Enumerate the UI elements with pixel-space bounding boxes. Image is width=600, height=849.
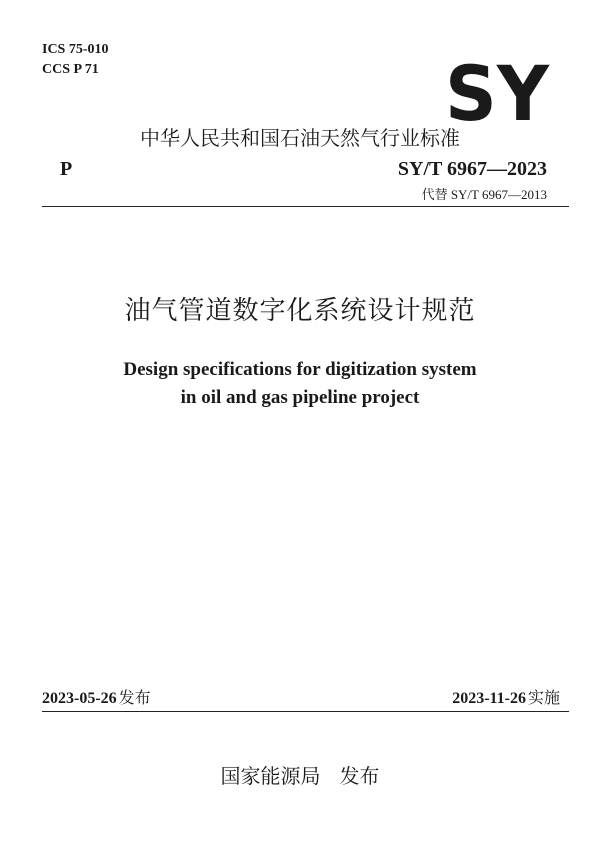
issuer-label: 发布 (339, 764, 380, 788)
implement-date-block (452, 685, 560, 708)
replaces-standard: 代替 SY/T 6967—2013 (421, 187, 547, 202)
publish-date-block (42, 685, 151, 708)
ics-code: ICS 75-010 (42, 42, 109, 57)
standard-code: SY/T 6967—2023 (397, 158, 547, 180)
implement-date: 2023-11-26 (452, 690, 526, 707)
sy-logo-text: SY (445, 58, 550, 128)
sy-logo-graphic (442, 58, 552, 128)
sy-logo (442, 58, 552, 128)
publish-label: 发布 (118, 688, 151, 707)
english-title (0, 356, 600, 412)
bottom-divider (42, 711, 569, 712)
issuer-name: 国家能源局 (220, 764, 321, 788)
english-title-line-1: Design specifications for digitization system (123, 359, 477, 380)
classification-codes (42, 40, 109, 80)
top-divider (42, 206, 569, 207)
implement-label: 实施 (527, 688, 560, 707)
ccs-code: CCS P 71 (42, 62, 99, 77)
english-title-line-2: in oil and gas pipeline project (180, 387, 420, 408)
issuer-block (0, 760, 600, 789)
chinese-title: 油气管道数字化系统设计规范 (124, 296, 476, 326)
publish-date: 2023-05-26 (42, 690, 117, 707)
industry-standard-title: 中华人民共和国石油天然气行业标准 (140, 126, 460, 150)
category-letter: P (60, 158, 73, 180)
